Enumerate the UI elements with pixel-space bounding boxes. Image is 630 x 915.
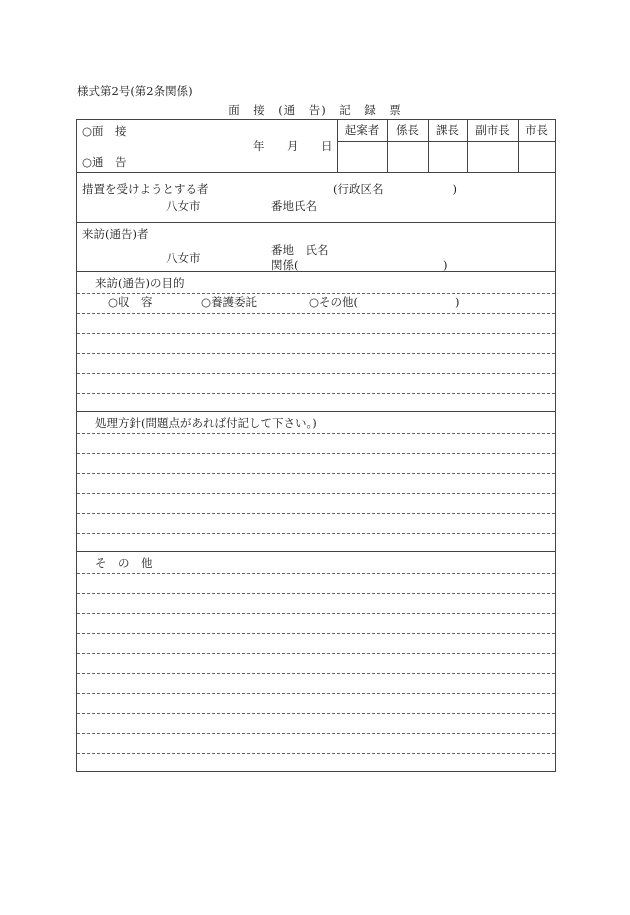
form-number: 様式第2号(第2条関係) <box>77 84 193 98</box>
policy-label: 処理方針(問題点があれば付記して下さい。) <box>95 416 317 430</box>
purpose-option-other[interactable]: ○その他( <box>309 295 359 309</box>
date-month-label: 月 <box>287 139 299 153</box>
writing-line <box>77 373 555 374</box>
divider-after-visitor <box>76 271 556 272</box>
purpose-option-admission[interactable]: ○収 容 <box>108 295 153 309</box>
visitor-label: 来訪(通告)者 <box>82 227 149 241</box>
writing-line <box>77 433 555 434</box>
subject-label: 措置を受けようとする者 <box>82 182 209 196</box>
approval-header-section-head: 課長 <box>436 123 459 137</box>
approval-header-drafter: 起案者 <box>344 123 380 137</box>
date-year-label: 年 <box>253 139 265 153</box>
writing-line <box>77 673 555 674</box>
divider-after-top <box>76 172 556 173</box>
approval-stamp-section-head[interactable] <box>429 142 467 172</box>
writing-line <box>77 333 555 334</box>
admin-district-field[interactable]: (行政区名 ) <box>333 182 457 196</box>
purpose-other-close: ) <box>455 295 460 309</box>
writing-line <box>77 573 555 574</box>
writing-line <box>77 613 555 614</box>
writing-line <box>77 293 555 294</box>
form-title: 面 接 (通 告) 記 録 票 <box>228 103 402 117</box>
visitor-city: 八女市 <box>166 251 201 265</box>
purpose-option-foster-care[interactable]: ○養護委託 <box>201 295 258 309</box>
visitor-relation-close: ) <box>443 258 448 272</box>
frame-bottom-border <box>76 771 556 772</box>
writing-line <box>77 693 555 694</box>
report-option[interactable]: ○通 告 <box>82 155 127 169</box>
approval-stamp-drafter[interactable] <box>338 142 387 172</box>
writing-line <box>77 493 555 494</box>
writing-line <box>77 713 555 714</box>
subject-city: 八女市 <box>166 199 201 213</box>
writing-line <box>77 513 555 514</box>
approval-header-chief: 係長 <box>396 123 419 137</box>
approval-stamp-mayor[interactable] <box>519 142 555 172</box>
writing-line <box>77 393 555 394</box>
divider-after-purpose <box>76 411 556 412</box>
writing-line <box>77 733 555 734</box>
date-day-label: 日 <box>321 139 333 153</box>
approval-stamp-deputy-mayor[interactable] <box>468 142 518 172</box>
interview-option[interactable]: ○面 接 <box>82 124 127 138</box>
divider-after-policy <box>76 551 556 552</box>
visitor-address-name-field[interactable]: 番地 氏名 <box>271 243 329 257</box>
subject-address-name-field[interactable]: 番地氏名 <box>271 199 317 213</box>
approval-header-mayor: 市長 <box>525 123 548 137</box>
visitor-relation-field[interactable]: 関係( <box>271 258 299 272</box>
other-label: そ の 他 <box>95 556 153 570</box>
purpose-label: 来訪(通告)の目的 <box>95 276 185 290</box>
writing-line <box>77 593 555 594</box>
writing-line <box>77 653 555 654</box>
writing-line <box>77 473 555 474</box>
writing-line <box>77 633 555 634</box>
writing-line <box>77 353 555 354</box>
approval-stamp-chief[interactable] <box>388 142 428 172</box>
approval-header-deputy-mayor: 副市長 <box>475 123 510 137</box>
writing-line <box>77 533 555 534</box>
frame-right-border <box>555 119 556 771</box>
divider-after-subject <box>76 222 556 223</box>
writing-line <box>77 313 555 314</box>
writing-line <box>77 453 555 454</box>
writing-line <box>77 753 555 754</box>
